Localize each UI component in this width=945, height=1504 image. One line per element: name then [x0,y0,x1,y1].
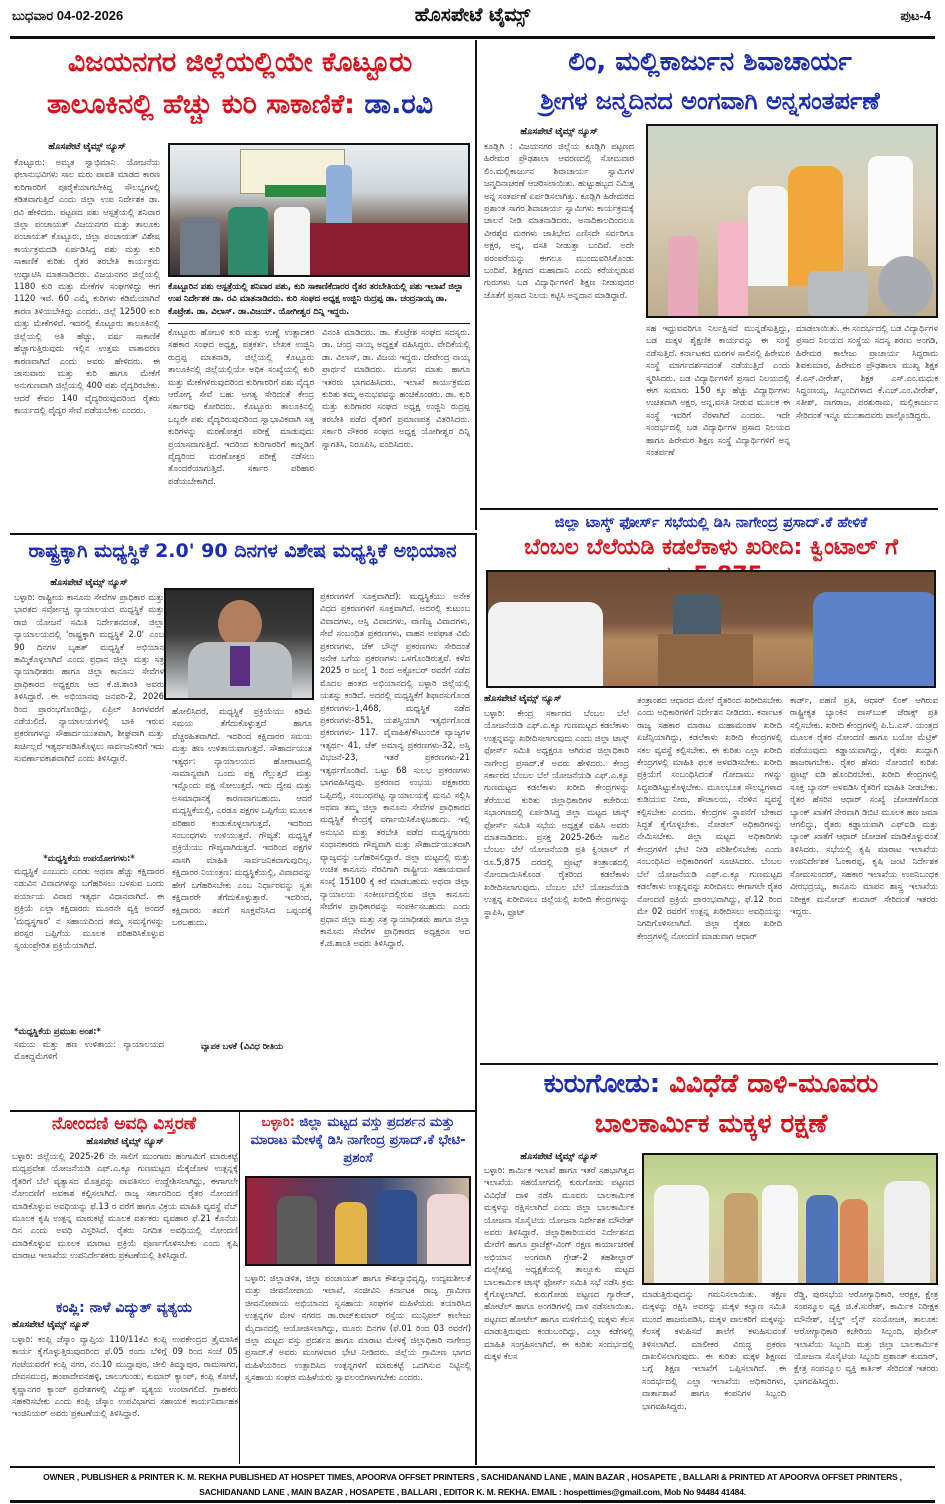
face [218,600,262,648]
kicker-bengalgram: ಜಿಲ್ಲಾ ಟಾಸ್ಕ್ ಫೋರ್ಸ್ ಸಭೆಯಲ್ಲಿ ಡಿಸಿ ನಾಗೇಂದ್ರ ಪ್ರಸಾದ್.ಕೆ ಹೇಳಿಕೆ [554,515,868,531]
article-body: ಬಳ್ಳಾರಿ: ಜಿಲ್ಲಾಡಳಿತ, ಜಿಲ್ಲಾ ಪಂಚಾಯತ್ ಹಾಗೂ ಕೌಶಲ್ಯಾಭಿವೃದ್ಧಿ, ಉದ್ಯಮಶೀಲತೆ ಮತ್ತು ಜೀವನೋಪಾಯ ಇಲಾಖೆ, ಸಂಜೀವಿನಿ ಕರ್ನಾಟಕ ರಾಜ್ಯ ಗ್ರಾಮೀಣ ಜೀವನೋಪಾಯ ಅಭಿಯಾನದ ಸ್ವಸಹಾಯ ಸಂಘಗಳ ಮಹಿಳೆಯರು ತಯಾರಿಸಿದ ಉತ್ಪನ್ನಗಳ ಮೇಳ ನಗರದ ಡಾ.ರಾಜ್‌ಕುಮಾರ್ ರಸ್ತೆಯ ಮುನ್ಸಿಪಲ್ ಕಾಲೇಜು ಮೈದಾನದಲ್ಲಿ ಆಯೋಜಿಸಲಾಗಿದ್ದು, ಮೂರು ದಿನಗಳ (ಫೆ.01 ರಿಂದ 03 ರವರೆಗೆ) ಜಿಲ್ಲಾ ಮಟ್ಟದ ವಸ್ತು ಪ್ರದರ್ಶನ ಹಾಗೂ ಮಾರಾಟ ಮೇಳಕ್ಕೆ ಜಿಲ್ಲಾಧಿಕಾರಿ ನಾಗೇಂದ್ರ ಪ್ರಸಾದ್.ಕೆ ಅವರು ಮಂಗಳವಾರ ಭೇಟಿ ನೀಡಿದರು. ಜಿಲ್ಲೆಯ ಗ್ರಾಮೀಣ ಭಾಗದ ಮಹಿಳೆಯರಿಂದ ಉತ್ಪಾದಿಸಿದ ಉತ್ಪನ್ನಗಳಿಗೆ ಮಾರುಕಟ್ಟೆ ಒದಗಿಸುವ ನಿಟ್ಟಿನಲ್ಲಿ ಸ್ವಸಹಾಯ ಸಂಘದ ಮಹಿಳೆಯರು ಸ್ವಾವಲಂಬಿಗಳಾಗಬೇಕು ಎಂದರು. [245,1273,471,1383]
official [762,1185,798,1285]
byline: ಹೊಸಪೇಟೆ ಟೈಮ್ಸ್ ನ್ಯೂಸ್ [520,127,598,137]
article-body-col2: ಮಾಡುತ್ತಿರುವುದನ್ನು ಗಮನಿಸಲಾಯಿತು. ತಕ್ಷಣ ಮಕ್ಕಳನ್ನು ರಕ್ಷಿಸಿ ಅವರನ್ನು ಮಕ್ಕಳ ಕಲ್ಯಾಣ ಸಮಿತಿ ಮುಂದೆ ಹಾಜರುಪಡಿಸಿ, ಮಕ್ಕಳ ಪಾಲಕರಿಗೆ ಮಕ್ಕಳನ್ನು ಕೆಲಸಕ್ಕೆ ಕಳುಹಿಸದೆ ಶಾಲೆಗೆ ಕಳುಹಿಸುವಂತೆ ತಿಳಿಸಲಾಗಿದೆ. ಮಾಲೀಕರ ವಿರುದ್ಧ ಪ್ರಕರಣ ದಾಖಲಿಸಲಾಗುವುದು. ಈ ಕುರಿತು ಮಕ್ಕಳ ಶಿಕ್ಷಣದ ಬಗ್ಗೆ ಶಿಕ್ಷಣ ಇಲಾಖೆಗೆ ಒಪ್ಪಿಸಲಾಗಿದೆ. ಈ ಸಂದರ್ಭದಲ್ಲಿ ಎಲ್ಲಾ ಇಲಾಖೆಯ ಅಧಿಕಾರಿಗಳು, ವಾರ್ತಾಶಾಖೆ ಹಾಗೂ ಕಂಪನಿಗಳ ಸಿಬ್ಬಂದಿ ಭಾಗವಹಿಸಿದ್ದರು. [642,1289,786,1411]
dc-seated [673,594,721,634]
officials-right [813,592,936,688]
article-body: ಬಳ್ಳಾರಿ: ಜಿಲ್ಲೆಯಲ್ಲಿ 2025-26 ನೇ ಸಾಲಿಗೆ ಮುಂಗಾರು ಹಂಗಾಮಿಗೆ ಮಾರುಕಟ್ಟೆ ಮಧ್ಯಪ್ರವೇಶ ಯೋಜನೆಯಡಿ ಎಫ್.ಎ.ಕ್ಯೂ ಗುಣಮಟ್ಟದ ಮೆಕ್ಕೆಜೋಳ ಉತ್ಪನ್ನಕ್ಕೆ ರೈತರಿಗೆ ಬೆಲೆ ವ್ಯತ್ಯಾಸದ ಮೊತ್ತವನ್ನು ಪಾವತಿಸಲು ಉದ್ದೇಶಿಸಲಾಗಿದ್ದು, ಈಗಾಗಲೇ ನೋಂದಣಿಗೆ ಅವಕಾಶ ಕಲ್ಪಿಸಲಾಗಿದೆ. ರಾಜ್ಯ ಸರ್ಕಾರದಿಂದ ರೈತರ ನೋಂದಣಿ ಮಾಡಿಕೊಳ್ಳುವ ಅವಧಿಯನ್ನು ಫೆ.13 ರ ವರೆಗೆ ಹಾಗೂ ವಿಕ್ರಯ ಮಾಹಿತಿ ವ್ಯವಸ್ಥೆ ವೆಬ್ ಮೂಲಕ ಕೃಷಿ ಉತ್ಪನ್ನ ಮಾರುಕಟ್ಟೆ ಮೂಲಕ ವರ್ತಕರು ವ್ಯವಹಾರ ಫೆ.21 ಕೊನೆಯ ದಿನ ಎಂದು ಅವಧಿ ವಿಸ್ತರಿಸಿದೆ. ರೈತರು ನಿಗದಿತ ಅವಧಿಯಲ್ಲಿ ನೋಂದಣಿ ಮಾಡಿಕೊಳ್ಳುವ ಮೂಲಕ ಮಾರಾಟ ಪ್ರಕ್ರಿಯೆ ಪೂರ್ಣಗೊಳಿಸಬೇಕು ಎಂದು ಕೃಷಿ ಮಾರಾಟ ಇಲಾಖೆಯ ಉಪನಿರ್ದೇಶಕರು ಪ್ರಕಟಣೆಯಲ್ಲಿ ತಿಳಿಸಿದ್ದಾರೆ. [12,1151,238,1261]
police-officer [724,1193,758,1285]
photo-exhibition-visit [245,1176,471,1266]
banner-green-strip [265,185,330,197]
section-rule [10,533,475,535]
subheading-wide-usage: ವ್ಯಾಪಕ ಬಳಕೆ (ವಿವಿಧ ರೀತಿಯ [201,1041,283,1051]
article-body: ಬಳ್ಳಾರಿ: ಕಂಪ್ಲಿ ಜೆಸ್ಕಾಂ ವ್ಯಾಪ್ತಿಯ 110/11ಕೆವಿ ಕಂಪ್ಲಿ ಉಪಕೇಂದ್ರದ ತ್ರೈಮಾಸಿಕ ಕಾರ್ಯ ಕೈಗೊಳ್ಳುತ್ತಿರುವುದರಿಂದ ಫೆ.05 ರಂದು ಬೆಳಿಗ್ಗೆ 09 ರಿಂದ ಸಂಜೆ 05 ಗಂಟೆಯವರೆಗೆ ಕಂಪ್ಲಿ ನಗರ, ನಂ.10 ಮುದ್ದಾಪುರ, ಜೀಲಿ ತಿಮ್ಮಾಪುರ, ರಾಮಸಾಗರ, ದೇವಸಮುದ್ರ, ಹಂಪಾದೇವನಹಳ್ಳಿ, ಚಾಲುಗುಂಡು, ಕುಮಾರ್ ಕ್ಯಾಂಪ್, ಕಂಪ್ಲಿ ಕೋಟೆ, ಕೃಷ್ಣಾನಗರ ಕ್ಯಾಂಪ್ ಪ್ರದೇಶಗಳಲ್ಲಿ ವಿದ್ಯುತ್ ವ್ಯತ್ಯಯ ಉಂಟಾಗಲಿದೆ. ಗ್ರಾಹಕರು ಸಹಕರಿಸಬೇಕು ಎಂದು ಕಂಪ್ಲಿ ಜೆಸ್ಕಾಂ ಉಪವಿಭಾಗದ ಸಹಾಯಕ ಕಾರ್ಯನಿರ್ವಾಹಕ ಇಂಜಿನಿಯರ್ ಅವರು ಪ್ರಕಟಣೆಯಲ್ಲಿ ತಿಳಿಸಿದ್ದಾರೆ. [12,1334,238,1419]
caption-divider [168,323,470,324]
purple-saree [230,646,250,686]
column-divider [475,40,477,530]
photo-sheep-training-meeting [168,143,470,277]
photo-caption-kottur: ಕೊಟ್ಟೂರಿನ ಪಶು ಆಸ್ಪತ್ರೆಯಲ್ಲಿ ಶನಿವಾರ ಪಶು, ಕುರಿ ಸಾಕಾಣಿಕೆದಾರರ ರೈತರ ತರಬೇತಿಯಲ್ಲಿ ಪಶು ಇಲಾಖೆ ಜಿಲ್ಲಾ ಉಪ ನಿರ್ದೇಶಕ ಡಾ. ರವಿ ಮಾತನಾಡಿದರು. ಕುರಿ ಸಂಘದ ಅಧ್ಯಕ್ಷ ಉಜ್ಜಿನಿ ರುದ್ರಪ್ಪ ಡಾ. ಚಂದ್ರನಾಯ್ಕ ಡಾ. ಕೊಟ್ರೇಶ. ಡಾ. ವಿಲಾಸ್. ಡಾ.ವಿಜಯ್. ಯೋಗೀಶ್ವರ ದಿನ್ನಿ ಇದ್ದರು. [168,281,464,316]
vessel-lid [878,256,933,316]
masthead-rule [10,36,935,39]
article-body-col2: ತಂತ್ರಾಂಶದ ಆಧಾರದ ಮೇಲೆ ರೈತರಿಂದ ಖರೀದಿಸಬೇಕು ಎಂದು ಅಧಿಕಾರಿಗಳಿಗೆ ನಿರ್ದೇಶನ ನೀಡಿದರು. ಕರ್ನಾಟಕ ರಾಜ್ಯ ಸಹಕಾರ ಮಾರಾಟ ಮಹಾಮಂಡಳ ಖರೀದಿ ಏಜೆನ್ಸಿಯಾಗಿದ್ದು, ಕಡಲೆಕಾಳು ಖರೀದಿ ಕೇಂದ್ರಗಳಲ್ಲಿ ಸಕಲ ವ್ಯವಸ್ಥೆ ಕಲ್ಪಿಸಬೇಕು. ಈ ಕುರಿತು ಎಲ್ಲಾ ಖರೀದಿ ಕೇಂದ್ರಗಳಲ್ಲಿ ಮಾಹಿತಿ ಫಲಕ ಅಳವಡಿಸಬೇಕು. ಖರೀದಿ ಪ್ರಕ್ರಿಯೆಗೆ ಸಂಬಂಧಿಸಿದಂತೆ ಗೋದಾಮು ಗಳನ್ನು ಸಿದ್ಧಪಡಿಸಿಟ್ಟುಕೊಳ್ಳಬೇಕು. ಮೂಲಭೂತ ಸೌಲಭ್ಯಗಳಾದ ಕುಡಿಯುವ ನೀರು, ಶೌಚಾಲಯ, ನೆರಳಿನ ವ್ಯವಸ್ಥೆ ಕಲ್ಪಿಸಬೇಕು ಎಂದರು. ಕೇಂದ್ರಗಳ ಸ್ಥಾಪನೆಗೆ ಬೇಕಾದ ಸಿದ್ಧತೆ ಕೈಗೊಳ್ಳಬೇಕು. ನೋಡಲ್ ಅಧಿಕಾರಿಗಳನ್ನು ನೇಮಿಸಬೇಕು. ಜಿಲ್ಲಾ ಮಟ್ಟದ ಅಧಿಕಾರಿಗಳು ಕೇಂದ್ರಗಳಿಗೆ ಭೇಟಿ ನೀಡಿ ಪರಿಶೀಲಿಸಬೇಕು ಎಂದು ಸಂಬಂಧಿಸಿದ ಅಧಿಕಾರಿಗಳಿಗೆ ಸೂಚಿಸಿದರು. ಬೆಂಬಲ ಬೆಲೆ ಯೋಜನೆಯಡಿ ಎಫ್.ಎ.ಕ್ಯೂ ಗುಣಮಟ್ಟದ ಕಡಲೆಕಾಳು ಉತ್ಪನ್ನವನ್ನು ಖರೀದಿಸಲು ಈಗಾಗಲೇ ರೈತರ ನೋಂದಣಿ ಪ್ರಕ್ರಿಯೆ ಪ್ರಾರಂಭವಾಗಿದ್ದು, ಫೆ.12 ರಿಂದ ಮೇ 02 ರವರೆಗೆ ಉತ್ಪನ್ನ ಖರೀದಿಸಲು ಅವಧಿಯನ್ನು ನಿಗದಿಗೊಳಿಸಲಾಗಿದೆ. ಜಿಲ್ಲಾ ರೈತರು ಖರೀದಿ ಕೇಂದ್ರಗಳಲ್ಲಿ ನೋಂದಣಿ ಮಾಡುವಾಗ ಆಧಾರ್ [637,695,782,941]
article-body-col1: ಬಳ್ಳಾರಿ: ಕೇಂದ್ರ ಸರ್ಕಾರದ ಬೆಂಬಲ ಬೆಲೆ ಯೋಜನೆಯಡಿ ಎಫ್.ಎ.ಕ್ಯೂ ಗುಣಮಟ್ಟದ ಕಡಲೆಕಾಳು ಉತ್ಪನ್ನವನ್ನು ಖರೀದಿಸಲಾಗುವುದು ಎಂದು ಜಿಲ್ಲಾ ಟಾಸ್ಕ್ ಫೋರ್ಸ್ ಸಮಿತಿ ಅಧ್ಯಕ್ಷರೂ ಆಗಿರುವ ಜಿಲ್ಲಾಧಿಕಾರಿ ನಾಗೇಂದ್ರ ಪ್ರಸಾದ್.ಕೆ ಅವರು ಹೇಳಿದರು. ಕೇಂದ್ರ ಸರ್ಕಾರದ ಬೆಂಬಲ ಬೆಲೆ ಯೋಜನೆಯಡಿ ಎಫ್.ಎ.ಕ್ಯೂ ಗುಣಮಟ್ಟದ ಕಡಲೆಕಾಳು ಖರೀದಿ ಕೇಂದ್ರಗಳನ್ನು ತೆರೆಯುವ ಕುರಿತು ಜಿಲ್ಲಾಧಿಕಾರಿಗಳ ಕಚೇರಿಯ ಸಭಾಂಗಣದಲ್ಲಿ ಏರ್ಪಡಿಸಿದ್ದ ಜಿಲ್ಲಾ ಮಟ್ಟದ ಟಾಸ್ಕ್ ಫೋರ್ಸ್ ಸಮಿತಿ ಸಭೆಯ ಅಧ್ಯಕ್ಷತೆ ವಹಿಸಿ ಅವರು ಮಾತನಾಡಿದರು. ಪ್ರಸಕ್ತ 2025-26ನೇ ಸಾಲಿನ ಬೆಂಬಲ ಬೆಲೆ ಯೋಜನೆಯಡಿ ಪ್ರತಿ ಕ್ವಿಂಟಾಲ್ ಗೆ ರೂ.5,875 ದರದಲ್ಲಿ ಪ್ರೂಟ್ಸ್ ತಂತ್ರಾಂಶದಲ್ಲಿ ನೋಂದಾಯಿಸಿಕೊಂಡ ರೈತರಿಂದ ಕಡಲೆಕಾಳು ಖರೀದಿಸಲಾಗುವುದು. ಬೆಂಬಲ ಬೆಲೆ ಯೋಜನೆಯಡಿ ಉತ್ಪನ್ನ ಖರೀದಿಸಲು ಜಿಲ್ಲೆಯಲ್ಲಿ ಖರೀದಿ ಕೇಂದ್ರಗಳನ್ನು ಸ್ಥಾಪಿಸಿ, ಫ್ರೂಟ್ [484,708,629,917]
headline-kottur-line2 [10,88,470,122]
person [377,1190,417,1266]
footer-rule-top [10,1466,935,1468]
byline: ಹೊಸಪೇಟೆ ಟೈಮ್ಸ್ ನ್ಯೂಸ್ [484,694,562,704]
article-body-col1: ಬಳ್ಳಾರಿ: ಕಾರ್ಮಿಕ ಇಲಾಖೆ ಹಾಗೂ ಇತರೆ ಸಹಭಾಗಿತ್ವದ ಇಲಾಖೆಯ ಸಹಯೋಗದಲ್ಲಿ ಕುರುಗೋಡು ಪಟ್ಟಣದ ವಿವಿಧೆಡೆ ದಾಳಿ ನಡೆಸಿ ಮೂವರು ಬಾಲಕಾರ್ಮಿಕ ಮಕ್ಕಳನ್ನು ರಕ್ಷಿಸಲಾಗಿದೆ ಎಂದು ಜಿಲ್ಲಾ ಬಾಲಕಾರ್ಮಿಕ ಯೋಜನಾ ಸೊಸೈಟಿಯ ಯೋಜನಾ ನಿರ್ದೇಶಕ ಮೌನೇಶ್ ಅವರು ತಿಳಿಸಿದ್ದಾರೆ. ಜಿಲ್ಲಾಧಿಕಾರಿಯವರ ನಿರ್ದೇಶನದ ಮೇರೆಗೆ ಹಾಗೂ ಪ್ರಾಜೆಕ್ಟ್-ವಿಂಗ್ ರಕ್ಷಣ ಕಾರ್ಯಾಚರಣೆ ಅಭಿಯಾನ ಅಂಗವಾಗಿ ಗ್ರೇಡ್-2 ತಹಶೀಲ್ದಾರ್ ಮಲ್ಲೇಶಪ್ಪ ಅಧ್ಯಕ್ಷತೆಯಲ್ಲಿ ತಾಲ್ಲೂಕು ಮಟ್ಟದ ಬಾಲಕಾರ್ಮಿಕ ಟಾಸ್ಕ್ ಫೋರ್ಸ್ ಸಮಿತಿ ಸಭೆ ನಡೆಸಿ ಕ್ರಮ ಕೈಗೊಳ್ಳಲಾಗಿದೆ. ಕುರುಗೋಡು ಪಟ್ಟಣದ ಗ್ಯಾರೇಜ್, ಹೋಟೆಲ್ ಹಾಗೂ ಅಂಗಡಿಗಳಲ್ಲಿ ದಾಳಿ ನಡೆಸಲಾಯಿತು. ಪಟ್ಟಣದ ಹೋಟೆಲ್ ಹಾಗೂ ಮಳಿಗೆಯಲ್ಲಿ ಮಕ್ಕಳು ಕೆಲಸ ಮಾಡುತ್ತಿರುವುದು ಕಂಡುಬಂದಿದ್ದು, ಎಲ್ಲಾ ಕಡೆಗಳಲ್ಲಿ ಮಾಹಿತಿ ಸಂಗ್ರಹಿಸಲಾಗಿದೆ. ಈ ಕುರಿತು ಸಂದರ್ಭದಲ್ಲಿ ಮಕ್ಕಳ ಕೆಲಸ [484,1165,634,1362]
article-body-col1: ಕೂಡ್ಲಿಗಿ : ವಿಜಯನಗರ ಜಿಲ್ಲೆಯ ಕೂಡ್ಲಿಗಿ ಪಟ್ಟಣದ ಹಿರೇಮಠ ಪ್ರೌಢಶಾಲಾ ಆವರಣದಲ್ಲಿ ಸೋಮವಾರ ಲಿಂ.ಮಲ್ಲಿಕಾರ್ಜುನ ಶಿವಾಚಾರ್ಯ ಸ್ವಾಮಿಗಳ ಜನ್ಮದಿನಾಚರಣೆ ಆಚರಿಸಲಾಯಿತು. ಹುಟ್ಟುಹಬ್ಬದ ನಿಮಿತ್ತ ಅನ್ನ ಸಂತರ್ಪಣೆ ಏರ್ಪಡಿಸಲಾಗಿತ್ತು. ಕೂಡ್ಲಿಗಿ ಹಿರೇಮಠದ ಪ್ರಶಾಂತ ಸಾಗರ ಶಿವಾಚಾರ್ಯ ಸ್ವಾಮಿಗಳು ಕಾರ್ಯಕ್ರಮಕ್ಕೆ ಚಾಲನೆ ನೀಡಿ ಮಾತನಾಡಿದರು. ಅನಾದಿಕಾಲದಿಂದಲೂ ವೀರಶೈವ ಮಠಗಳು ಜಾತಿಭೇದ ಎಣಿಸದೇ ಸರ್ವರಿಗೂ ಅಕ್ಷರ, ಅನ್ನ, ವಸತಿ ನೀಡುತ್ತಾ ಬಂದಿವೆ. ಅದೇ ಪರಂಪರೆಯನ್ನು ಈಗಲೂ ಮುಂದುವರಿಸಿಕೊಂಡು ಬಂದಿವೆ. ಶಿಕ್ಷಣದ ಮಹಾದಾನಿ ಎಂದು ಕರೆಯಲ್ಪಡುವ ಗುರುಗಳು ಬಡ ವಿದ್ಯಾರ್ಥಿಗಳಿಗೆ ಶಿಕ್ಷಣ ನೀಡುವುದರ ಜೊತೆಗೆ ಪ್ರಸಾದ ನಿಲಯ ಕಟ್ಟಿಸಿ ಅನ್ನದಾನ ಮಾಡಿದ್ದಾರೆ. [484,141,634,300]
article-body-col3: ರೆಡ್ಡಿ, ಪುರಸಭೆಯ ಆರೋಗ್ಯಾಧಿಕಾರಿ, ಆರಕ್ಷಕ, ಕ್ಷೇತ್ರ ಸಂಪನ್ಮೂಲ ವ್ಯಕ್ತಿ ಜಿ.ಕೆ.ಸುರೇಶ್, ಕಾರ್ಮಿಕ ನಿರೀಕ್ಷಕ ಮೌನೇಶ್, ಚೈಲ್ಡ್ ಲೈನ್ ಸಂಯೋಜಕ, ತಾಲೂಕು ಆರೋಗ್ಯಾಧಿಕಾರಿ ಕಚೇರಿಯ ಸಿಬ್ಬಂದಿ, ಪೊಲೀಸ್ ಇಲಾಖೆಯ ಸಿಬ್ಬಂದಿ ಮತ್ತು ಜಿಲ್ಲಾ ಬಾಲಕಾರ್ಮಿಕ ಯೋಜನಾ ಸೊಸೈಟಿಯ ಸಿಬ್ಬಂದಿ ಪ್ರಶಾಂತ್ ಕುಮಾರ್, ಕ್ಷೇತ್ರ ಸಂಪನ್ಮೂಲ ವ್ಯಕ್ತಿ ಕಾರ್ತಿಕ್ ಸೇರಿದಂತೆ ಇತರರು ಭಾಗವಹಿಸಿದ್ದರು. [794,1289,938,1386]
section-rule [480,508,938,510]
headline-kampli: ಕಂಪ್ಲಿ: ನಾಳೆ ವಿದ್ಯುತ್ ವ್ಯತ್ಯಯ [56,1300,192,1316]
headline-kottur-line1: ವಿಜಯನಗರ ಜಿಲ್ಲೆಯಲ್ಲಿಯೇ ಕೊಟ್ಟೂರು [67,47,413,78]
headline-exhibition [242,1114,474,1168]
headline-bengalgram: ಬೆಂಬಲ ಬೆಲೆಯಡಿ ಕಡಲೆಕಾಳು ಖರೀದಿ: ಕ್ವಿಂಟಾಲ್ ಗೆ [524,535,898,560]
photo-food-distribution [646,124,938,318]
headline-kottur-red: ತಾಲೂಕಿನಲ್ಲಿ ಹೆಚ್ಚು ಕುರಿ ಸಾಕಾಣಿಕೆ: [46,89,355,120]
issue-date: ಬುಧವಾರ 04-02-2026 [12,8,124,23]
photo-judge-portrait [164,588,314,700]
headline-kottur-blue: ಡಾ.ರವಿ [364,89,434,120]
column-divider [239,1112,240,1464]
headline-exhibition-blue: ಜಿಲ್ಲಾ ಮಟ್ಟದ ವಸ್ತು ಪ್ರದರ್ಶನ ಮತ್ತು ಮಾರಾಟ ಮೇಳಕ್ಕೆ ಡಿಸಿ ನಾಗೇಂದ್ರ ಪ್ರಸಾದ್.ಕೆ ಭೇಟಿ-ಪ್ರಶಂಸೆ [250,1115,466,1166]
article-body-col2: ಸಹ ಇದ್ದುವವರಿಗೂ ನಿರ್ಲಕ್ಷಿಸದೆ ಮುನ್ನಡೆಸುತ್ತಿದ್ದು, ಬಡ ಮಕ್ಕಳ ಶೈಕ್ಷಣಿಕ ಕಾರ್ಯವನ್ನು ಈ ಸಂಸ್ಥೆ ನಡೆಸುತ್ತಿದೆ. ಕರ್ನಾಟಕದ ಮಠಗಳ ಸಾಲಿನಲ್ಲಿ ಹಿರೇಮಠ ಸಂಸ್ಥೆ ಮಾರ್ಗದರ್ಶನದಂತೆ ನಡೆಯುತ್ತಿದೆ ಎಂದು ಸ್ಮರಿಸಿದರು. ಬಡ ವಿದ್ಯಾರ್ಥಿಗಳಿಗೆ ಪ್ರಸಾದ ನಿಲಯದಲ್ಲಿ ಈಗ ಸುಮಾರು 150 ಕ್ಕೂ ಹೆಚ್ಚು ವಿದ್ಯಾರ್ಥಿಗಳು ಉಚಿತವಾಗಿ ಅಕ್ಷರ, ಅನ್ನ,ವಸತಿ ನೀಡುವ ಮೂಲಕ ಈ ಸಂಸ್ಥೆ ಇವರಿಗೆ ನೆರಳಾಗಿದೆ ಎಂದರು. ಇದೇ ಸಂದರ್ಭದಲ್ಲಿ ಬಡ ವಿದ್ಯಾರ್ಥಿಗಳ ಪ್ರಸಾದ ನಿಲಯದ ಹಾಗೂ ಹಿರೇಮಠ ಶಿಕ್ಷಣ ಸಂಸ್ಥೆ ವಿದ್ಯಾರ್ಥಿಗಳಿಗೆ ಅನ್ನ ಸಂತರ್ಪಣೆ [646,323,790,458]
schoolgirl [668,236,698,316]
person-seated [228,207,268,277]
headline-kurugodu-red: ವಿವಿಧೆಡೆ ದಾಳಿ-ಮೂವರು [669,1069,879,1099]
article-body-col2: ಕೊಟ್ಟೂರು ಹೋಬಳಿ ಕುರಿ ಮತ್ತು ಉಣ್ಣೆ ಉತ್ಪಾದಕರ ಸಹಕಾರ ಸಂಘದ ಅಧ್ಯಕ್ಷ, ಪತ್ರಕರ್ತ. ಲೇಖಕ ಉಜ್ಜಿನಿ ರುದ್ರಪ್ಪ ಮಾತನಾಡಿ, ಜಿಲ್ಲೆಯಲ್ಲಿ ಕೊಟ್ಟೂರು ತಾಲೂಕಿನಲ್ಲಿ ಜಿಲ್ಲೆಯಲ್ಲಿಯೇ ಅಧಿಕ ಸಂಖ್ಯೆಯಲ್ಲಿ ಕುರಿ ಮತ್ತು ಮೇಕೆಗಳಿರುವುದರಿಂದ ಕುರಿಗಾರರಿಗೆ ಪಶು ವೈದ್ಯರ ಆರೋಗ್ಯ ಸೇವೆ ಬಹು ಅಗತ್ಯ ಸೇರಿದಂತೆ ಕೇಂದ್ರ ಸರ್ಕಾರವು ಕೋರಿದರು. ಕೊಟ್ಟೂರು ತಾಲೂಕಿನಲ್ಲಿ ಒಬ್ಬರೇ ಪಶು ವೈದ್ಯರಿರುವುದರಿಂದ ಸ್ವಾಭಾವಿಕವಾಗಿ ಸತ್ತ ಕುರಿಗಳನ್ನು ಮರಣೋತ್ತರ ಪರೀಕ್ಷೆ ಮಾಡುವುದು ಪ್ರಯಾಸವಾಗುತ್ತಿದೆ. ಇದರಿಂದ ಕುರಿಗಾರರಿಗೆ ಕಾಲ್ನಡಿಗೆ ವೈದ್ಯರಿಂದ ಮರಣೋತ್ತರ ಪರೀಕ್ಷೆ ನಡೆಸಲು ತೊಂದರೆಯಾಗುತ್ತಿದೆ. ಸರ್ಕಾರ ಪರಿಹಾರ ಪಡೆಯಬೇಕಾಗಿದೆ. [168,327,314,486]
section-rule [480,1063,938,1065]
byline: ಹೊಸಪೇಟೆ ಟೈಮ್ಸ್ ನ್ಯೂಸ್ [50,578,128,588]
subheading-key-points: *ಮಧ್ಯಸ್ಥಿಕೆಯ ಪ್ರಮುಖ ಅಂಶ:* [14,1026,101,1036]
subheading-uses: *ಮಧ್ಯಸ್ಥಿಕೆಯ ಉಪಯೋಗಗಳು:* [43,853,135,863]
official [654,1185,709,1285]
table-cloth [310,223,470,277]
section-rule [10,1110,475,1112]
person [335,1202,367,1266]
headline-kurugodu-line2: ಬಾಲಕಾರ್ಮಿಕ ಮಕ್ಕಳ ರಕ್ಷಣೆ [594,1109,828,1139]
headline-kurugodu-line1 [480,1068,942,1101]
person-seated [274,207,310,277]
footer-rule-bottom [10,1500,935,1503]
person [427,1194,469,1266]
headline-kurugodu-blue: ಕುರುಗೋಡು: [543,1069,661,1099]
page-number: ಪುಟ-4 [900,8,931,23]
headline-anna-line1: ಲಿಂ, ಮಲ್ಲಿಕಾರ್ಜುನ ಶಿವಾಚಾರ್ಯ [568,47,852,77]
headline-mediation: ರಾಷ್ಟ್ರಕ್ಕಾಗಿ ಮಧ್ಯಸ್ಥಿಕೆ 2.0' 90 ದಿನಗಳ ವಿಶೇಷ ಮಧ್ಯಸ್ಥಿಕೆ ಅಭಿಯಾನ [28,540,457,562]
official [806,1195,838,1285]
byline: ಹೊಸಪೇಟೆ ಟೈಮ್ಸ್ ನ್ಯೂಸ್ [48,142,126,152]
headline-registration: ನೋಂದಣಿ ಅವಧಿ ವಿಸ್ತರಣೆ [51,1114,197,1134]
food-vessel [808,271,868,316]
article-body-col1c: ಸಮಯ ಮತ್ತು ಹಣ ಉಳಿತಾಯ: ನ್ಯಾಯಾಲಯದ ಮೊಕದ್ದಮೆಗಳಿಗೆ [14,1039,164,1062]
photo-task-force-meeting [486,570,936,688]
masthead [0,0,945,34]
schoolgirl [718,221,748,316]
imprint-footer [0,1470,945,1504]
swamiji-saffron-robe [788,166,843,286]
column-divider [475,533,477,1113]
byline: ಹೊಸಪೇಟೆ ಟೈಮ್ಸ್ ನ್ಯೂಸ್ [12,1320,90,1330]
officials-left [488,602,603,688]
official [884,1181,930,1285]
imprint-line2: SACHIDANAND LANE , MAIN BAZAR , HOSAPETE , BALLARI , EDITOR K. M. REKHA. EMAIL : hospettimes@gmail.com, Mob No 94484 41484. [199,1487,746,1497]
headline-exhibition-red: ಬಳ್ಳಾರಿ: [261,1115,295,1130]
person [277,1196,317,1266]
article-body-col1: ಕೊಟ್ಟೂರು: ಅಮೃತ ಸ್ವಾಭಿಮಾನಿ ಯೋಜನೆಯ ಫಲಾನುಭವಿಗಳು ಸಾಲ ಮರು ಪಾವತಿ ಮಾಡದ ಕಾರಣ ಕುರಿಗಾರರಿಗೆ ಪೂರೈಕೆಯಾಗಬೇಕಿದ್ದ ಸೌಲಭ್ಯಗಳಲ್ಲಿ ಕಡಿತವಾಗುತ್ತಿದೆ ಎಂದು ಜಿಲ್ಲಾ ಉಪ ನಿರ್ದೇಶಕ ಡಾ. ರವಿ ಹೇಳಿದರು. ಪಟ್ಟಣದ ಪಶು ಆಸ್ಪತ್ರೆಯಲ್ಲಿ ಶನಿವಾರ ಜಿಲ್ಲಾ ಪಂಚಾಯತ್ ವಿಜಯನಗರ ಮತ್ತು ತಾಲೂಕು ಪಂಚಾಯತ್ ಕೊಟ್ಟೂರು, ಜಿಲ್ಲಾ ಪಂಚಾಯತ್ ವಿಶೇಷ ಕಾರ್ಯಕ್ರಮದಡಿ ಏರ್ಪಡಿಸಿದ್ದ ಪಶು ಮತ್ತು ಕುರಿ ಸಾಕಾಣಿಕೆ ಕುರಿತು ರೈತರ ತರಬೇತಿ ಕಾರ್ಯಕ್ರಮ ಉದ್ಘಾಟಿಸಿ ಮಾತನಾಡಿದರು. ವಿಜಯನಗರ ಜಿಲ್ಲೆಯಲ್ಲಿ 1180 ಕುರಿ ಮತ್ತು ಮೇಕೆಗಳ ಸಂಘಗಳಿದ್ದು ಈಗ 1120 ಇವೆ. 60 ಎಮ್ಮೆ ಕುರಿಗಳು ಕಡಿಮೆಯಾಗಿವೆ ಕಾರಣ ತಿಳಿಯಬೇಕಿದ್ದು ಎಂದರು. ಜಿಲ್ಲೆ 12500 ಕುರಿ ಮತ್ತು ಮೇಕೆಗಳಿವೆ. ಇದರಲ್ಲಿ ಕೊಟ್ಟೂರು ತಾಲೂಕಿನಲ್ಲಿ ಜಿಲ್ಲೆಯಲ್ಲಿ ಅತಿ ಹೆಚ್ಚು, ವರ್ಷ ಸಾಕಾಣಿಕೆ ಹೆಚ್ಚಾಗುತ್ತಿರುವುದು ಇಲ್ಲಿನ ಉತ್ತಮ ವಾತಾವರಣ ಕಾರಣವಾಗಿದೆ ಎಂದು ಅವರು ಹೇಳಿದರು. ಈ ಜಾನುವಾರು ಮತ್ತು ಕುರಿ ಹಾಗೂ ಮೇಕೆಗೆ ಅನುಗುಣವಾಗಿ ಜಿಲ್ಲೆಯಲ್ಲಿ 400 ಪಶು ವೈದ್ಯರಿರಬೇಕು. ಆದರೆ ಕೇವಲ 140 ವೈದ್ಯರಿರುವುದರಿಂದ ರೈತರು ಕಾರ್ಯದಲ್ಲಿ ವೈದ್ಯರ ಸೇವೆ ಪಡೆಯಬೇಕು ಎಂದರು. [14,157,160,416]
speaker [326,165,352,225]
article-body-col3: ಕಾರ್ಡ್, ಪಹಣಿ ಪ್ರತಿ, ಆಧಾರ್ ಲಿಂಕ್ ಆಗಿರುವ ರಾಷ್ಟ್ರೀಕೃತ ಬ್ಯಾಂಕಿನ ಪಾಸ್‌ಬುಕ್ ಜೆರಾಕ್ಸ್ ಪ್ರತಿ ಸಲ್ಲಿಸಬೇಕು. ಖರೀದಿ ಕೇಂದ್ರಗಳಲ್ಲಿ ಪಿ.ಓ.ಎಸ್. ಯಂತ್ರದ ಮೂಲಕ ರೈತರ ನೋಂದಣಿ ಹಾಗೂ ಬಯೋ ಮೆಟ್ರಿಕ್ ಪಡೆಯುವುದು ಕಡ್ಡಾಯವಾಗಿದ್ದು, ರೈತರು ಖುದ್ದಾಗಿ ಹಾಜರಾಗಬೇಕು. ರೈತರ ಹೆಸರು ನೋಂದಣಿ ಕುರಿತು ಫ್ರೂಟ್ಸ್ ಐಡಿ ಹೊಂದಿರಬೇಕು. ಖರೀದಿ ಕೇಂದ್ರಗಳಲ್ಲಿ ಸೂಕ್ತ ಬ್ಯಾನರ್ ಅಳವಡಿಸಿ ರೈತರಿಗೆ ಮಾಹಿತಿ ನೀಡಬೇಕು. ರೈತರ ಹೆಸರಿನ ಆಧಾರ್ ಸಂಖ್ಯೆ ಜೋಡಣೆಗೊಂಡ ಬ್ಯಾಂಕ್ ಖಾತೆಗೆ ನೇರವಾಗಿ ಡಿಬಿಟಿ ಮೂಲಕ ಹಣ ಜಮಾ ಆಗಲಿದ್ದು, ರೈತರು ಕಡ್ಡಾಯವಾಗಿ ಎಫ್ಐಡಿ ಮತ್ತು ಬ್ಯಾಂಕ್ ಖಾತೆಗೆ ಆಧಾರ್ ಜೋಡಣೆ ಮಾಡಿಕೊಳ್ಳುವಂತೆ ತಿಳಿಸಿದರು. ಸಭೆಯಲ್ಲಿ ಕೃಷಿ ಮಾರಾಟ ಇಲಾಖೆಯ ಉಪನಿರ್ದೇಶಕ ಓಂಕಾರಪ್ಪ, ಕೃಷಿ ಜಂಟಿ ನಿರ್ದೇಶಕ ಸೋಮಸುಂದರ್, ಸಹಕಾರ ಇಲಾಖೆಯ ಉಪನಿಬಂಧಕ ವೀರಭದ್ರಯ್ಯ, ಕಾನೂನು ಮಾಪನ ಶಾಸ್ತ್ರ ಇಲಾಖೆಯ ನಿರೀಕ್ಷಕ ಮನೋಜ್ ಕುಮಾರ್ ಸೇರಿದಂತೆ ಇತರರು ಇದ್ದರು. [790,695,938,916]
conference-table [658,634,753,688]
article-body-col3: ವಿನಂತಿ ಮಾಡಿದರು. ಡಾ. ಕೊಟ್ರೇಶ ಸಂಘದ ಸದಸ್ಯರು. ಡಾ. ಚಂದ್ರ ನಾಯ್ಕ ಅಧ್ಯಕ್ಷತೆ ವಹಿಸಿದ್ದರು. ವೇದಿಕೆಯಲ್ಲಿ ಡಾ. ವಿಲಾಸ್, ಡಾ. ವಿಜಯ ಇದ್ದರು. ದೇವೇಂದ್ರ ನಾಯ್ಕ ಪ್ರಾರ್ಥನೆ ಮಾಡಿದರು. ಮೂಗನ ಮಾತು ಹಾಗೂ ಇತರರು ಭಾಗವಹಿಸಿದರು. ಇಲಾಖೆ ಕಾರ್ಯಕ್ರಮದ ಕುರಿತು ತಮ್ಮ ಅನುಭವವನ್ನು ಹಂಚಿಕೊಂಡರು. ಡಾ. ಕುರಿ ಮತ್ತು ಕುರಿಗಾರರ ಸಂಘದ ಅಧ್ಯಕ್ಷ ಉಜ್ಜಿನಿ ರುದ್ರಪ್ಪ ತರಬೇತಿ ಪಡೆದ ರೈತರಿಗೆ ಪ್ರಮಾಣಪತ್ರ ವಿತರಿಸಿದರು. ಸರ್ಕಾರಿ ನೌಕರರ ಸಂಘದ ಅಧ್ಯಕ್ಷ ಯೋಗೀಶ್ವರ ದಿನ್ನಿ ಸ್ವಾಗತಿಸಿ, ನಿರೂಪಿಸಿ, ವಂದಿಸಿದರು. [322,327,470,449]
headline-anna-line2: ಶ್ರೀಗಳ ಜನ್ಮದಿನದ ಅಂಗವಾಗಿ ಅನ್ನಸಂತರ್ಪಣೆ [540,87,880,115]
person [868,156,913,266]
newspaper-title: ಹೊಸಪೇಟೆ ಟೈಮ್ಸ್ [414,4,531,26]
article-body-col3: ಮಾಡಲಾಯಿತು. ಈ ಸಂದರ್ಭದಲ್ಲಿ ಬಡ ವಿದ್ಯಾರ್ಥಿಗಳ ಪ್ರಸಾದ ನಿಲಯದ ಸಂಸ್ಥೆಯ ಸದಸ್ಯ ಶರಣು ಅಂಗಡಿ, ಹಿರೇಮಠ ಕಾಲೇಜು ಪ್ರಾಚಾರ್ಯ ಸಿದ್ದರಾಮ ಶಿವಕುಮಾರ, ಹಿರೇಮಠ ಪ್ರೌಢಶಾಲಾ ಮುಖ್ಯ ಶಿಕ್ಷಕ ಕೆ.ಎಸ್.ವೀರೇಶ್, ಶಿಕ್ಷಕ ಎಸ್.ಎಂ.ಮಧುಕ ಸಿದ್ದಂಣಯ್ಯ, ಸಿಬ್ಬಂದಿಗಳಾದ ಕೆ.ಎಚ್.ಎಂ.ವೀರೇಶ್, ಸತೀಶ್, ನಾಗರಾಜ, ಪರಶುರಾಮ, ಮಲ್ಲಿಕಾರ್ಜುನ ಸೇರಿದಂತೆ ಇನ್ನೂ ಮುಂತಾದವರು ಪಾಲ್ಗೊಂಡಿದ್ದರು. [796,323,938,420]
photo-child-labour-rescue [642,1153,938,1285]
byline: ಹೊಸಪೇಟೆ ಟೈಮ್ಸ್ ನ್ಯೂಸ್ [520,1152,598,1162]
article-body-col2: ಹೋಲಿಸಿದರೆ, ಮಧ್ಯಸ್ಥಿಕೆ ಪ್ರಕ್ರಿಯೆಯು ಕಡಿಮೆ ಸಮಯ ತೆಗೆದುಕೊಳ್ಳುತ್ತದೆ ಹಾಗೂ ವೆಚ್ಚರಹಿತವಾಗಿದೆ. ಇದರಿಂದ ಕಕ್ಷಿದಾರರ ಸಮಯ ಮತ್ತು ಹಣ ಉಳಿತಾಯವಾಗುತ್ತದೆ. ಸೌಹಾರ್ದಯುತ ಇತ್ಯರ್ಥ: ನ್ಯಾಯಾಲಯದ ಹೋರಾಟದಲ್ಲಿ ಸಾಮಾನ್ಯವಾಗಿ ಒಂದು ಪಕ್ಷ ಗೆಲ್ಲುತ್ತದೆ ಮತ್ತು ಇನ್ನೊಂದು ಪಕ್ಷ ಸೋಲುತ್ತದೆ. ಇದು ದ್ವೇಷ ಮತ್ತು ಅಸಮಾಧಾನಕ್ಕೆ ಕಾರಣವಾಗಬಹುದು. ಆದರೆ ಮಧ್ಯಸ್ಥಿಕೆಯಲ್ಲಿ, ಎರಡೂ ಪಕ್ಷಗಳ ಒಪ್ಪಿಗೆಯ ಮೂಲಕ ಪರಿಹಾರ ಕಂಡುಕೊಳ್ಳಲಾಗುತ್ತದೆ. ಇದರಿಂದ ಸಂಬಂಧಗಳು ಉಳಿಯುತ್ತವೆ. ಗೌಪ್ಯತೆ: ಮಧ್ಯಸ್ಥಿಕೆ ಪ್ರಕ್ರಿಯೆಯು ಗೌಪ್ಯವಾಗಿರುತ್ತದೆ. ಇದರಿಂದ ಪಕ್ಷಗಳ ಖಾಸಗಿ ಮಾಹಿತಿ ಸಾರ್ವಜನಿಕವಾಗುವುದಿಲ್ಲ. ಕಕ್ಷಿದಾರರ ನಿಯಂತ್ರಣ: ಮಧ್ಯಸ್ಥಿಕೆಯಲ್ಲಿ, ವಿವಾದವನ್ನು ಹೇಗೆ ಬಗೆಹರಿಸಬೇಕು ಎಂಬ ನಿರ್ಧಾರವನ್ನು ಸ್ವತಃ ಕಕ್ಷಿದಾರರೇ ತೆಗೆದುಕೊಳ್ಳುತ್ತಾರೆ. ಇದರಿಂದ, ಕಕ್ಷಿದಾರರು ತಮಗೆ ಸೂಕ್ತವೆನಿಸಿದ ಒಪ್ಪಂದಕ್ಕೆ ಬರಬಹುದು. [172,706,312,927]
woman-official [840,1199,868,1285]
byline: ಹೊಸಪೇಟೆ ಟೈಮ್ಸ್ ನ್ಯೂಸ್ [86,1137,164,1147]
column-divider [475,1065,477,1465]
article-body-col1b: ಮಧ್ಯಸ್ಥಿಕೆ ಎಂಬುದು ಎರಡು ಅಥವಾ ಹೆಚ್ಚು ಕಕ್ಷಿದಾರರ ನಡುವಿನ ವಿವಾದಗಳನ್ನು ಬಗೆಹರಿಸಲು ಬಳಸುವ ಒಂದು ಪರ್ಯಾಯ ವಿವಾದ ಇತ್ಯರ್ಥ ವಿಧಾನವಾಗಿದೆ. ಈ ಪ್ರಕ್ರಿಯೆ ಎಲ್ಲಾ ಕಕ್ಷಿದಾರರು ಮೂರನೇ ವ್ಯಕ್ತಿ ಅಂದರೆ 'ಮಧ್ಯಸ್ಥಗಾರ' ನ ಸಹಾಯದಿಂದ ತಮ್ಮ ಸಮಸ್ಯೆಗಳನ್ನು ಪರಸ್ಪರ ಒಪ್ಪಿಗೆಯ ಮೂಲಕ ಪರಿಹರಿಸಿಕೊಳ್ಳುವ ಸ್ವಯಂಪ್ರೇರಿತ ಪ್ರಕ್ರಿಯೆಯಾಗಿದೆ. [14,866,164,951]
person-seated [180,217,220,277]
article-body-col1: ಬಳ್ಳಾರಿ: ರಾಷ್ಟ್ರೀಯ ಕಾನೂನು ಸೇವೆಗಳ ಪ್ರಾಧಿಕಾರ ಮತ್ತು ಭಾರತದ ಸರ್ವೋಚ್ಚ ನ್ಯಾಯಾಲಯದ ಮಧ್ಯಸ್ಥಿಕೆ ಮತ್ತು ರಾಜಿ ಯೋಜನೆ ಸಮಿತಿ ನಿರ್ದೇಶನದಂತೆ, ಜಿಲ್ಲಾ ನ್ಯಾಯಾಲಯದಲ್ಲಿ 'ರಾಷ್ಟ್ರಕ್ಕಾಗಿ ಮಧ್ಯಸ್ಥಿಕೆ 2.0' ಎಂಬ 90 ದಿನಗಳ ಬೃಹತ್ ಮಧ್ಯಸ್ಥಿಕೆ ಅಭಿಯಾನ ಹಮ್ಮಿಕೊಳ್ಳಲಾಗಿದೆ ಎಂದು ಪ್ರಧಾನ ಜಿಲ್ಲಾ ಮತ್ತು ಸತ್ರ ನ್ಯಾಯಾಧೀಶರು ಹಾಗೂ ಜಿಲ್ಲಾ ಕಾನೂನು ಸೇವೆಗಳ ಪ್ರಾಧಿಕಾರದ ಅಧ್ಯಕ್ಷರೂ ಆದ ಕೆ.ಜಿ.ಶಾಂತಿ ಅವರು ತಿಳಿಸಿದ್ದಾರೆ. ಈ ಅಭಿಯಾನವು ಜನವರಿ-2, 2026 ರಿಂದ ಪ್ರಾರಂಭಗೊಂಡಿದ್ದು, ಏಪ್ರಿಲ್ ತಿಂಗಳವರೆಗೆ ನಡೆಯಲಿದೆ. ನ್ಯಾಯಾಲಯಗಳಲ್ಲಿ ಬಾಕಿ ಇರುವ ಪ್ರಕರಣಗಳನ್ನು ಸೌಹಾರ್ದಯುತವಾಗಿ, ಶೀಘ್ರವಾಗಿ ಮತ್ತು ಖರ್ಚಿಲ್ಲದೆ ಇತ್ಯರ್ಥಪಡಿಸಿಕೊಳ್ಳಲು ಸಾರ್ವಜನಿಕರಿಗೆ ಇದು ಸುವರ್ಣಾವಕಾಶವಾಗಿದೆ ಎಂದು ತಿಳಿಸಿದ್ದಾರೆ. [14,592,164,764]
person [748,186,788,286]
article-body-col3: ಪ್ರಕರಣಗಳಿಗೆ ಸೂಕ್ತವಾಗಿದೆ): ಮಧ್ಯಸ್ಥಿಕೆಯು ಅನೇಕ ವಿಧದ ಪ್ರಕರಣಗಳಿಗೆ ಸೂಕ್ತವಾಗಿದೆ. ಅದರಲ್ಲಿ ಕುಟುಂಬ ವಿವಾದಗಳು, ಆಸ್ತಿ ವಿವಾದಗಳು, ವಾಣಿಜ್ಯ ವಿವಾದಗಳು, ಸೇವೆ ಸಂಬಂಧಿತ ಪ್ರಕರಣಗಳು, ವಾಹನ ಅಪಘಾತ ವಿಮೆ ಪ್ರಕರಣಗಳು, ಚೆಕ್ ಬೌನ್ಸ್ ಪ್ರಕರಣಗಳು ಸೇರಿದಂತೆ ಅನೇಕ ಬಗೆಯ ಪ್ರಕರಣಗಳು ಒಳಗೊಂಡಿರುತ್ತವೆ. ಕಳೆದ 2025 ರ ಜುಲೈ 1 ರಿಂದ ಅಕ್ಟೋಬರ್ ರವರೆಗೆ ನಡೆದ ಮೊದಲ ಹಂತದ ಅಭಿಯಾನದಲ್ಲಿ ಬಳ್ಳಾರಿ ಜಿಲ್ಲೆಯಲ್ಲಿ ಯಶಸ್ಸು ಕಂಡಿದೆ. ಅದರಲ್ಲಿ ಮಧ್ಯಸ್ಥಿಕೆಗೆ ಶಿಫಾರಸುಗೊಂಡ ಪ್ರಕರಣಗಳು-1,468, ಮಧ್ಯಸ್ಥಿಕೆ ನಡೆದ ಪ್ರಕರಣಗಳು-851, ಯಶಸ್ವಿಯಾಗಿ ಇತ್ಯರ್ಥಗೊಂಡ ಪ್ರಕರಣಗಳು- 117. ವೈವಾಹಿಕ/ಕೌಟುಂಬಿಕ ವ್ಯಾಜ್ಯಗಳ ಇತ್ಯರ್ಥ- 41, ಚೆಕ್ ಅಮಾನ್ಯ ಪ್ರಕರಣಗಳು-32, ಅಸ್ತಿ ವಿಭಜನೆ-23, ಇತರೆ ಪ್ರಕರಣಗಳು-21 ಇತ್ಯರ್ಥಗೊಂಡಿವೆ. ಒಟ್ಟು 68 ಸುಲಭ ಪ್ರಕರಣಗಳು ಭಾಗವಹಿಸಿದ್ದವು. ಪ್ರಕರಣದ ಉಭಯ ಪಕ್ಷಕಾರರು ಒಪ್ಪಿದಲ್ಲಿ, ಸಂಬಂಧಪಟ್ಟ ನ್ಯಾಯಾಲಯಕ್ಕೆ ಮನವಿ ಸಲ್ಲಿಸಿ ಅಥವಾ ತಮ್ಮ ಜಿಲ್ಲಾ ಕಾನೂನು ಸೇವೆಗಳ ಪ್ರಾಧಿಕಾರದ ಮಧ್ಯಸ್ಥಿಕೆ ಕೇಂದ್ರಕ್ಕೆ ವರ್ಗಾಯಿಸಿಕೊಳ್ಳಬಹುದು. ಇಲ್ಲಿ ಅನುಭವಿ ಮತ್ತು ತರಬೇತಿ ಪಡೆದ ಮಧ್ಯಸ್ಥಗಾರರು ಸಂಧಾನಕಾರರು ಗೌಪ್ಯವಾಗಿ ಮತ್ತು ಸೌಹಾರ್ದಯುತವಾಗಿ ವ್ಯಾಜ್ಯವನ್ನು ಬಗೆಹರಿಸಲಿದ್ದಾರೆ. ಜಿಲ್ಲಾ ಮಟ್ಟದಲ್ಲಿ ಮತ್ತು ಉಚಿತ ಕಾನೂನು ನೆರವಿಗಾಗಿ ರಾಷ್ಟ್ರೀಯ ಸಹಾಯವಾಣಿ ಸಂಖ್ಯೆ 15100 ಕ್ಕೆ ಕರೆ ಮಾಡಬಹುದು ಅಥವಾ ಜಿಲ್ಲಾ ನ್ಯಾಯಾಲಯ ಸಂಕೀರ್ಣದಲ್ಲಿರುವ ಜಿಲ್ಲಾ ಕಾನೂನು ಸೇವೆಗಳ ಪ್ರಾಧಿಕಾರವನ್ನು ಸಂಪರ್ಕಿಸಬಹುದು ಎಂದು ಪ್ರಧಾನ ಜಿಲ್ಲಾ ಮತ್ತು ಸತ್ರ ನ್ಯಾಯಾಧೀಶರು ಹಾಗೂ ಜಿಲ್ಲಾ ಕಾನೂನು ಸೇವೆಗಳ ಪ್ರಾಧಿಕಾರದ ಅಧ್ಯಕ್ಷರೂ ಆದ ಕೆ.ಜಿ.ಶಾಂತಿ ಅವರು ತಿಳಿಸಿದ್ದಾರೆ. [320,591,470,949]
imprint-line1: OWNER , PUBLISHER & PRINTER K. M. REKHA PUBLISHED AT HOSPET TIMES, APOORVA OFFSET PRINTERS , SACHIDANAND LANE , MAIN BAZAR , HOSAPETE , BALLARI & PRINTED AT APOORVA OFFSET PRINTERS , [43,1472,902,1482]
